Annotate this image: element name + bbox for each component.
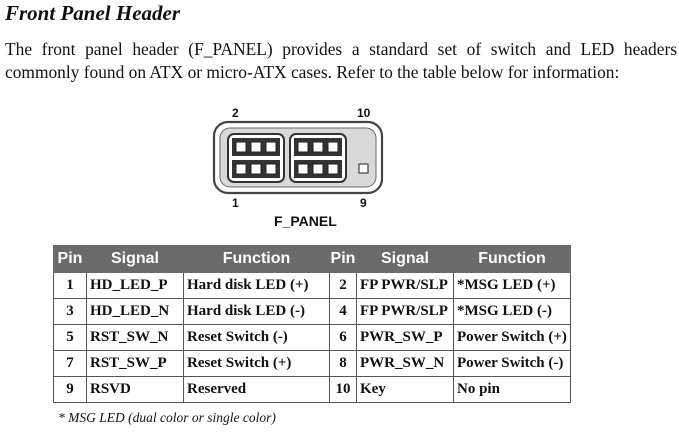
function-cell: Reserved — [184, 377, 330, 403]
table-row — [54, 351, 571, 377]
f-panel-header-diagram — [200, 101, 400, 236]
function-cell: *MSG LED (+) — [454, 273, 571, 299]
function-cell: Hard disk LED (+) — [184, 273, 330, 299]
column-header-signal: Signal — [357, 246, 454, 273]
signal-cell: RST_SW_P — [87, 351, 184, 377]
signal-cell: HD_LED_N — [87, 299, 184, 325]
column-header-function: Function — [454, 246, 571, 273]
pin-label-2: 2 — [232, 106, 239, 120]
column-header-pin: Pin — [54, 246, 87, 273]
signal-cell: RSVD — [87, 377, 184, 403]
pin-assignment-table — [53, 245, 571, 403]
pin-label-1: 1 — [232, 196, 239, 210]
pin-label-9: 9 — [360, 196, 367, 210]
function-cell: Power Switch (+) — [454, 325, 571, 351]
pin-cell: 1 — [54, 273, 87, 299]
table-header-row — [54, 246, 571, 273]
signal-cell: HD_LED_P — [87, 273, 184, 299]
function-cell: No pin — [454, 377, 571, 403]
column-header-function: Function — [184, 246, 330, 273]
signal-cell: PWR_SW_P — [357, 325, 454, 351]
pin-cell: 3 — [54, 299, 87, 325]
intro-paragraph: The front panel header (F_PANEL) provides a standard set of switch and LED headers commonly found on ATX or micro-ATX cases. Refer to the table below for information: — [5, 39, 677, 82]
pin-cell: 10 — [330, 377, 357, 403]
function-cell: Hard disk LED (-) — [184, 299, 330, 325]
page-title: Front Panel Header — [5, 1, 181, 25]
table-row — [54, 273, 571, 299]
pin-cell: 7 — [54, 351, 87, 377]
signal-cell: FP PWR/SLP — [357, 273, 454, 299]
signal-cell: PWR_SW_N — [357, 351, 454, 377]
function-cell: *MSG LED (-) — [454, 299, 571, 325]
signal-cell: Key — [357, 377, 454, 403]
footnote: * MSG LED (dual color or single color) — [58, 410, 276, 425]
pin-label-10: 10 — [357, 106, 371, 120]
pin-cell: 2 — [330, 273, 357, 299]
signal-cell: RST_SW_N — [87, 325, 184, 351]
function-cell: Reset Switch (+) — [184, 351, 330, 377]
function-cell: Reset Switch (-) — [184, 325, 330, 351]
column-header-signal: Signal — [87, 246, 184, 273]
signal-cell: FP PWR/SLP — [357, 299, 454, 325]
header-name-label: F_PANEL — [274, 213, 337, 229]
pin-cell: 8 — [330, 351, 357, 377]
pin-cell: 5 — [54, 325, 87, 351]
pin-cell: 9 — [54, 377, 87, 403]
pin-cell: 6 — [330, 325, 357, 351]
column-header-pin: Pin — [330, 246, 357, 273]
function-cell: Power Switch (-) — [454, 351, 571, 377]
table-row — [54, 299, 571, 325]
table-row — [54, 377, 571, 403]
pin-cell: 4 — [330, 299, 357, 325]
table-row — [54, 325, 571, 351]
